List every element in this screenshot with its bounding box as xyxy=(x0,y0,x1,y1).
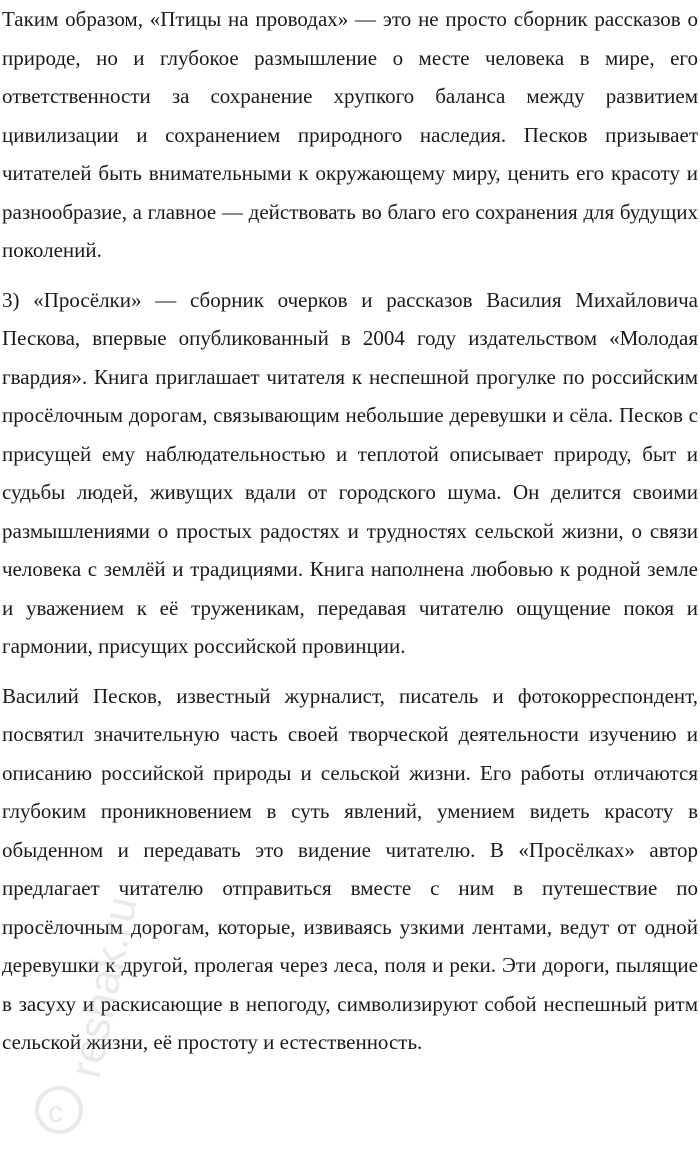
document-body xyxy=(2,0,698,1073)
paragraph-3: Василий Песков, известный журналист, писатель и фотокорреспондент, посвятил значительную часть своей творческой деятельности изучению и описанию российской природы и сельской жизни. Его работы отличаются глубоким проникновением в суть явлений, умением видеть красоту в обыденном и передавать это видение читателю. В «Просёлках» автор предлагает читателю отправиться вместе с ним в путешествие по просёлочным дорогам, которые, извиваясь узкими лентами, ведут от одной деревушки к другой, пролегая через леса, поля и реки. Эти дороги, пылящие в засуху и раскисающие в непогоду, символизируют собой неспешный ритм сельской жизни, её простоту и естественность. xyxy=(2,683,698,1054)
copyright-symbol: c xyxy=(48,1096,63,1129)
paragraph-2: 3) «Просёлки» — сборник очерков и рассказов Василия Михайловича Пескова, впервые опубликованный в 2004 году издательством «Молодая гвардия». Книга приглашает читателя к неспешной прогулке по российским просёлочным дорогам, связывающим небольшие деревушки и сёла. Песков с присущей ему наблюдательностью и теплотой описывает природу, быт и судьбы людей, живущих вдали от городского шума. Он делится своими размышлениями о простых радостях и трудностях сельской жизни, о связи человека с землёй и традициями. Книга наполнена любовью к родной земле и уважением к её труженикам, передавая читателю ощущение покоя и гармонии, присущих российской провинции. xyxy=(2,287,698,658)
paragraph-1: Таким образом, «Птицы на проводах» — это не просто сборник рассказов о природе, но и глубокое размышление о месте человека в мире, его ответственности за сохранение хрупкого баланса между развитием цивилизации и сохранением природного наследия. Песков призывает читателей быть внимательными к окружающему миру, ценить его красоту и разнообразие, а главное — действовать во благо его сохранения для будущих поколений. xyxy=(2,7,698,262)
watermark-text: reshak.ru xyxy=(60,892,147,1083)
copyright-circle-icon xyxy=(37,1088,81,1132)
